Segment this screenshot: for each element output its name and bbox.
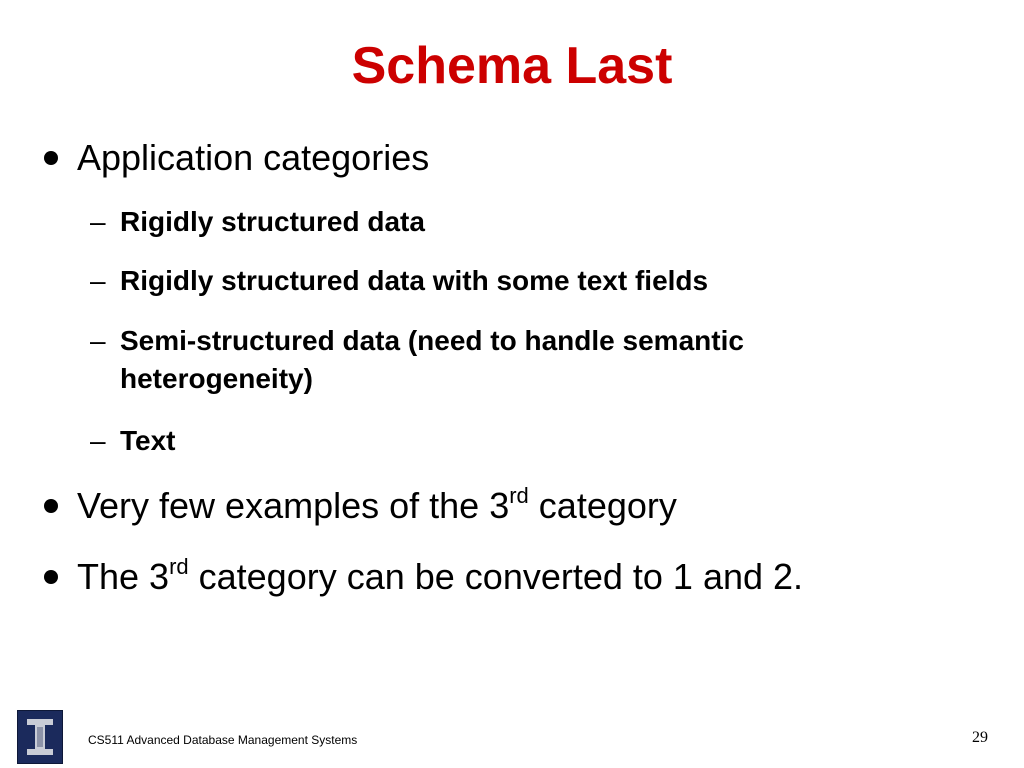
bullet-text-part: category can be converted to 1 and 2. [188, 556, 804, 597]
bullet-dot-icon [44, 499, 58, 513]
course-footer: CS511 Advanced Database Management Systems [88, 733, 358, 747]
ordinal-superscript: rd [169, 554, 189, 579]
ordinal-superscript: rd [509, 483, 529, 508]
bullet-item [40, 555, 980, 599]
bullet-item [40, 136, 980, 180]
sub-bullet-item [90, 203, 910, 241]
bullet-text [77, 555, 803, 599]
sub-bullet-item [90, 262, 910, 300]
dash-marker: – [90, 325, 106, 356]
sub-bullet-item [90, 322, 890, 398]
sub-bullet-text: Rigidly structured data with some text fields [120, 265, 709, 296]
bullet-text-part: category [528, 485, 677, 526]
bullet-text [77, 484, 677, 528]
dash-marker: – [90, 425, 106, 456]
university-logo-icon [17, 710, 63, 764]
bullet-text-part: Very few examples of the 3 [77, 485, 510, 526]
dash-marker: – [90, 265, 106, 296]
bullet-dot-icon [44, 570, 58, 584]
slide-title: Schema Last [351, 37, 673, 95]
bullet-text: Application categories [77, 137, 430, 178]
sub-bullet-text: Semi-structured data (need to handle semantic heterogeneity) [120, 325, 744, 394]
block-i-icon [18, 711, 62, 763]
dash-marker: – [90, 206, 106, 237]
bullet-item [40, 484, 980, 528]
sub-bullet-text: Rigidly structured data [120, 206, 425, 237]
sub-bullet-item [90, 422, 910, 460]
page-number: 29 [972, 729, 988, 746]
sub-bullet-text: Text [120, 425, 176, 456]
bullet-text-part: The 3 [77, 556, 170, 597]
bullet-dot-icon [44, 151, 58, 165]
